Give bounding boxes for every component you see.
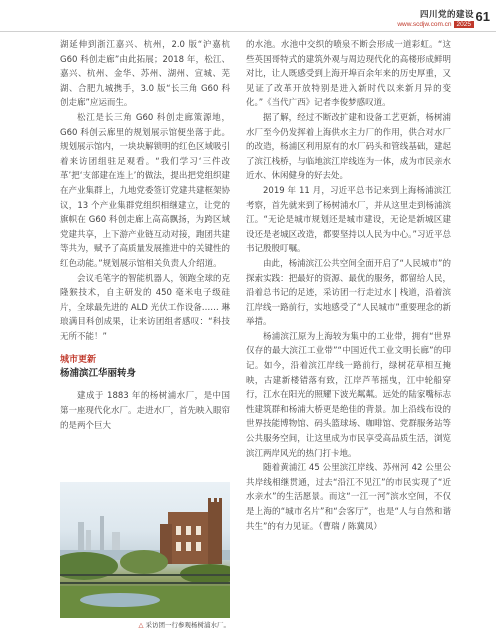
paragraph: 杨浦滨江原为上海较为集中的工业带，拥有“世界仅存的最大滨江工业带”“中国近代工业文明长廊”的印记。如今，沿着滨江岸线一路前行，绿树花草相互掩映，古建新楼错落有致，江岸芦苇摇曳，江中轮船穿行，江水在阳光的照耀下波光粼粼。远处的陆家嘴标志性建筑群和杨浦大桥更是绝佳的背景。加上沿线布设的世界技能博物馆、码头篮球场、咖啡馆、党群服务站等公共服务空间，让这里成为市民享受高品质生活，浏览滨江两岸风光的热门打卡地。 xyxy=(246,331,451,459)
section-heading xyxy=(60,354,230,381)
website-url: www.scdjw.com.cn xyxy=(397,21,452,28)
magazine-title: 四川党的建设 xyxy=(419,10,474,20)
paragraph: 松江是长三角 G60 科创走廊策源地，G60 科创云廊里的规划展示馆便坐落于此。规划展示馆内，一块块解锁明的红色区域吸引着来访团组驻足观看。“我们学习‘三件改革’把‘支部建在连上’的做法，提出把党组织建在产业集群上，九地党委签订党建共建框架协议，13 个产业集群党组织相继建立，让党的旗帜在 G60 科创走廊上高高飘扬，为跨区域党建共享，上下游产业链互动对接，跑团共建等共为，赋予了高质量发展推进中的关键性的红色动能。”规划展示馆相关负责人介绍道。 xyxy=(60,112,231,269)
left-column xyxy=(60,38,230,433)
magazine-website xyxy=(397,21,474,28)
paragraph: 湖延伸到浙江嘉兴、杭州，2.0 版“沪嘉杭 G60 科创走廊”由此拓展；2018 年，松江、嘉兴、杭州、金华、苏州、湖州、宣城、芜湖、合肥九城携手，3.0 版“长三角 G60 科创走廊”应运而生。 xyxy=(60,40,230,109)
header-divider xyxy=(0,31,496,32)
paragraph: 随着黄浦江 45 公里滨江岸线、苏州河 42 公里公共岸线相继贯通，过去“沿江不见江”的市民实现了“近水亲水”的生活愿景。而这“一江一河”滨水空间，不仅是上海的“城市名片”和“会客厅”，也是“人与自然和谐共生”的有力见证。（曹瑞 / 陈冀凤） xyxy=(246,463,451,532)
section-kicker: 城市更新 xyxy=(60,355,97,366)
paragraph: 会议毛笔字的智能机器人，领跑全球的克隆猴技术，自主研发的 450 毫米电子级硅片，全球最先进的 ALD 光伏工作设备…… 琳琅满目科创成果，让来访团组者感叹：“科技无所不能！” xyxy=(60,273,231,342)
paragraph: 2019 年 11 月，习近平总书记来到上海杨浦滨江考察，首先就来到了杨树浦水厂，并从这里走到杨浦滨江。“无论是城市规划还是城市建设，无论是新城区建设还是老城区改造，都要坚持以人民为中心。”习近平总书记殷殷叮嘱。 xyxy=(246,185,451,255)
right-column xyxy=(246,38,451,534)
caption-text: 采访团一行参观杨树浦水厂。 xyxy=(145,621,230,629)
paragraph: 据了解，经过不断改扩建和设备工艺更新，杨树浦水厂至今仍发挥着上海供水主力厂的作用，供合对水厂的改造，杨浦区利用原有的水厂码头和管线基础，建起了滨江栈桥，与临地滨江岸线连为一体，成为市民亲水近水、休闲健身的好去处。 xyxy=(246,112,451,182)
paragraph: 的水池。水池中交织的喷泉不断会形成一道彩虹。“这些英国哥特式的建筑外观与周边现代化的高楼形成鲜明对比，让人既感受到上海开埠百余年来的历史厚重，又见证了改革开放特别是进入新时代以来新月异的变化。”《当代广西》记者李俊梦感叹道。 xyxy=(246,40,451,109)
paragraph: 建成于 1883 年的杨树浦水厂，是中国第一座现代化水厂。走进水厂，首先映入眼帘的是两个巨大 xyxy=(60,391,231,431)
page-number: 61 xyxy=(475,9,490,24)
photo-caption xyxy=(60,620,230,629)
page-header xyxy=(397,8,474,28)
issue-year-badge: 2025 xyxy=(454,21,474,28)
caption-triangle-icon: △ xyxy=(138,621,144,629)
paragraph: 由此，杨浦滨江公共空间全面开启了“人民城市”的探索实践：把最好的资源、最优的服务，都留给人民，沿着总书记的足迹，采访团一行走过水 | 栈道，沿着滨江岸线一路前行，实地感受了“人民城市”重要理念的新举措。 xyxy=(246,258,451,328)
waterworks-photo xyxy=(60,482,230,618)
section-title: 杨浦滨江华丽转身 xyxy=(60,368,137,380)
